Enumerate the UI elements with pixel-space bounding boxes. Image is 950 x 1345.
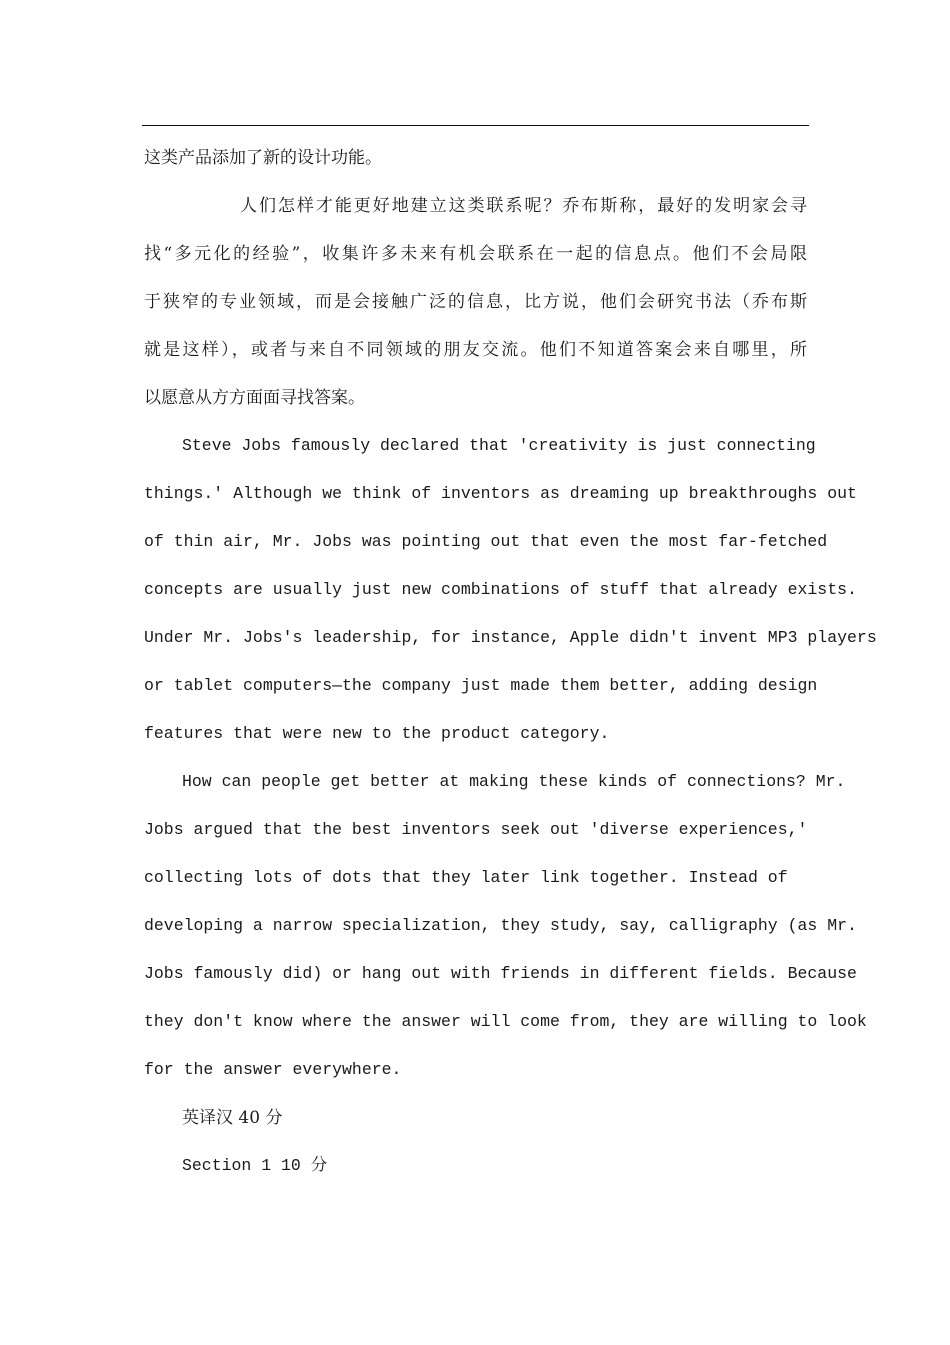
english-paragraph-line: How can people get better at making these kinds of connections? Mr. xyxy=(182,772,846,791)
english-paragraph-1 xyxy=(144,428,877,764)
chinese-paragraph-line: 找“多元化的经验”，收集许多未来有机会联系在一起的信息点。他们不会局限 xyxy=(144,244,807,264)
chinese-paragraph-line: 人们怎样才能更好地建立这类联系呢？乔布斯称，最好的发明家会寻 xyxy=(240,196,807,216)
english-paragraph-line: Jobs famously did) or hang out with friends in different fields. Because xyxy=(144,964,857,983)
english-paragraph-line: Jobs argued that the best inventors seek out 'diverse experiences,' xyxy=(144,820,808,839)
chinese-paragraph-line: 于狭窄的专业领域，而是会接触广泛的信息，比方说，他们会研究书法（乔布斯 xyxy=(144,292,807,312)
chinese-paragraph-line: 就是这样），或者与来自不同领域的朋友交流。他们不知道答案会来自哪里，所 xyxy=(144,340,807,360)
english-paragraph-2 xyxy=(144,764,867,1100)
english-paragraph-line: things.' Although we think of inventors as dreaming up breakthroughs out xyxy=(144,484,857,503)
section-heading: 英译汉 40 分 xyxy=(182,1108,283,1128)
english-paragraph-line: for the answer everywhere. xyxy=(144,1060,402,1079)
chinese-paragraph xyxy=(144,188,807,428)
english-paragraph-line: concepts are usually just new combinations of stuff that already exists. xyxy=(144,580,857,599)
chinese-continuation-line: 这类产品添加了新的设计功能。 xyxy=(144,148,382,168)
chinese-paragraph-line: 以愿意从方方面面寻找答案。 xyxy=(144,388,365,408)
header-rule xyxy=(142,125,809,126)
english-paragraph-line: developing a narrow specialization, they study, say, calligraphy (as Mr. xyxy=(144,916,857,935)
english-paragraph-line: of thin air, Mr. Jobs was pointing out that even the most far-fetched xyxy=(144,532,828,551)
subsection-heading: Section 1 10 分 xyxy=(182,1156,328,1175)
english-paragraph-line: they don't know where the answer will come from, they are willing to look xyxy=(144,1012,867,1031)
english-paragraph-line: or tablet computers—the company just made them better, adding design xyxy=(144,676,818,695)
english-paragraph-line: Under Mr. Jobs's leadership, for instance, Apple didn't invent MP3 players xyxy=(144,628,877,647)
english-paragraph-line: features that were new to the product category. xyxy=(144,724,610,743)
english-paragraph-line: Steve Jobs famously declared that 'creativity is just connecting xyxy=(182,436,816,455)
document-body xyxy=(144,140,877,1196)
english-paragraph-line: collecting lots of dots that they later link together. Instead of xyxy=(144,868,788,887)
